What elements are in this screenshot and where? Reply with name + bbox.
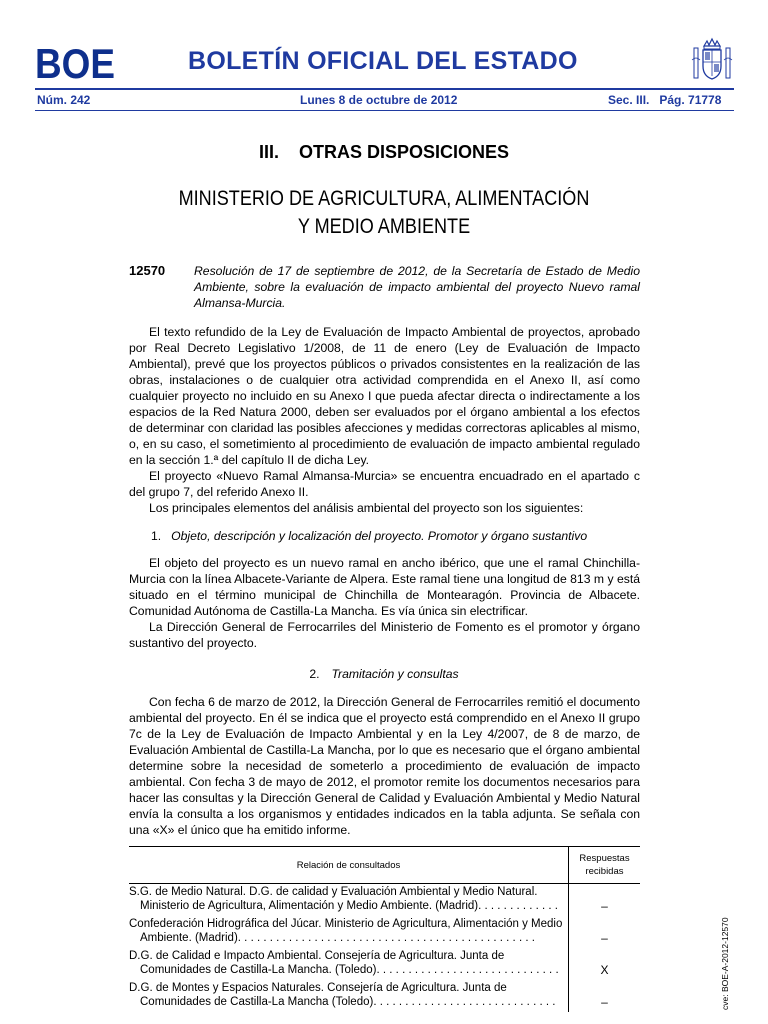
section-2-heading <box>0 667 768 681</box>
ministry-line-2: Y MEDIO AMBIENTE <box>297 215 471 238</box>
coat-of-arms-icon <box>690 38 734 84</box>
header-rule <box>35 88 734 90</box>
issue-number: Núm. 242 <box>37 93 91 107</box>
resolution-number: 12570 <box>129 263 166 278</box>
column-header-responses: Respuestas recibidas <box>569 847 641 884</box>
section-page: Sec. III. Pág. 71778 <box>608 93 722 107</box>
table-cell-response: – <box>569 980 641 1012</box>
table-cell-entity <box>129 948 569 980</box>
table-cell-entity <box>129 916 569 948</box>
table-cell-entity <box>129 884 569 917</box>
entity-line: S.G. de Medio Natural. D.G. de calidad y Evaluación Ambiental y Medio Natural. <box>129 886 538 898</box>
section-1-body <box>129 555 640 651</box>
paragraph: El proyecto «Nuevo Ramal Almansa-Murcia» se encuentra encuadrado en el apartado c del grupo 7, del referido Anexo II. <box>129 469 640 499</box>
section-1-heading <box>151 529 587 543</box>
consulted-table <box>129 846 640 1012</box>
section-heading: III. OTRAS DISPOSICIONES <box>258 142 510 162</box>
boe-logo <box>35 40 115 87</box>
svg-text:BOE: BOE <box>35 40 115 87</box>
table-cell-response: X <box>569 948 641 980</box>
gazette-title: BOLETÍN OFICIAL DEL ESTADO <box>188 47 578 75</box>
entity-line: D.G. de Calidad e Impacto Ambiental. Consejería de Agricultura. Junta de <box>129 950 505 962</box>
paragraph: Los principales elementos del análisis ambiental del proyecto son los siguientes: <box>149 501 584 515</box>
entity-line: Ambiente. (Madrid). . . . . . . . . . . . . . . . . . . . . . . . . . . . . . . . . . . . . . . . . . . . . . . <box>140 932 535 944</box>
entity-line: Comunidades de Castilla-La Mancha (Toledo). . . . . . . . . . . . . . . . . . . . . . . . . . . . . <box>140 996 556 1008</box>
paragraph: La Dirección General de Ferrocarriles del Ministerio de Fomento es el promotor y órgano sustantivo del proyecto. <box>129 620 640 650</box>
section-2-number: 2. <box>309 667 320 681</box>
column-header-consulted: Relación de consultados <box>129 847 569 884</box>
section-2-title: Tramitación y consultas <box>331 667 459 681</box>
table-cell-response: – <box>569 884 641 917</box>
header-rule-thin <box>35 110 734 111</box>
table-cell-entity <box>129 980 569 1012</box>
ministry-line-1: MINISTERIO DE AGRICULTURA, ALIMENTACIÓN <box>178 187 590 210</box>
entity-line: Ministerio de Agricultura, Alimentación y Medio Ambiente. (Madrid). . . . . . . . . . . . . <box>140 900 558 912</box>
table-row <box>129 916 640 948</box>
section-1-title: Objeto, descripción y localización del proyecto. Promotor y órgano sustantivo <box>171 529 588 543</box>
cve-identifier: cve: BOE-A-2012-12570 <box>720 917 730 1010</box>
paragraph: El texto refundido de la Ley de Evaluación de Impacto Ambiental de proyectos, aprobado por Real Decreto Legislativo 1/2008, de 11 de enero (Ley de Evaluación de Impacto Ambiental), prevé que los proyectos públicos o privados consistentes en la realización de las obras, instalaciones o de cualquier otra actividad comprendida en el Anexo II, así como cualquier proyecto no incluido en su Anexo I que pueda afectar directa o indirectamente a los espacios de la Red Natura 2000, deben ser evaluados por el órgano ambiental a los efectos de determinar con claridad las posibles afecciones y medidas correctoras aplicables al mismo, o, en su caso, el sometimiento al procedimiento de evaluación de impacto ambiental regulado en la sección 1.ª del capítulo II de dicha Ley. <box>129 325 640 467</box>
table-row <box>129 948 640 980</box>
ministry-heading <box>54 185 714 241</box>
table-row <box>129 884 640 917</box>
paragraph: El objeto del proyecto es un nuevo ramal en ancho ibérico, que une el ramal Chinchilla-Murcia con la línea Albacete-Variante de Alpera. Este ramal tiene una longitud de 813 m y está situado en el término municipal de Chinchilla de Montearagón. Provincia de Albacete. Comunidad Autónoma de Castilla-La Mancha. Es vía única sin electrificar. <box>129 556 640 618</box>
table-cell-response: – <box>569 916 641 948</box>
entity-line: Confederación Hidrográfica del Júcar. Ministerio de Agricultura, Alimentación y Medio <box>129 918 563 930</box>
paragraph: Con fecha 6 de marzo de 2012, la Dirección General de Ferrocarriles remitió el documento ambiental del proyecto. En él se indica que el proyecto está comprendido en el Anexo II grupo 7c de la Ley de Evaluación de Impacto Ambiental y en la Ley 4/2007, de 8 de marzo, de Evaluación Ambiental de Castilla-La Mancha, por lo que es necesario que el órgano ambiental determine sobre la necesidad de someterlo a procedimiento de evaluación de impacto ambiental. Con fecha 3 de mayo de 2012, el promotor remite los documentos necesarios para hacer las consultas y la Dirección General de Calidad y Evaluación Ambiental y Medio Natural envía la consulta a los organismos y entidades indicados en la tabla adjunta. Se señala con una «X» el único que ha emitido informe. <box>129 695 640 837</box>
entity-line: D.G. de Montes y Espacios Naturales. Consejería de Agricultura. Junta de <box>129 982 507 994</box>
section-1-number: 1. <box>151 529 162 543</box>
table-header-row <box>129 847 640 884</box>
table-row <box>129 980 640 1012</box>
issue-date: Lunes 8 de octubre de 2012 <box>300 93 458 107</box>
resolution-summary: Resolución de 17 de septiembre de 2012, de la Secretaría de Estado de Medio Ambiente, sobre la evaluación de impacto ambiental del proyecto Nuevo ramal Almansa-Murcia. <box>194 264 640 310</box>
section-2-body <box>129 694 640 838</box>
intro-block <box>129 324 640 516</box>
entity-line: Comunidades de Castilla-La Mancha. (Toledo). . . . . . . . . . . . . . . . . . . . . . . . . . . . . <box>140 964 559 976</box>
